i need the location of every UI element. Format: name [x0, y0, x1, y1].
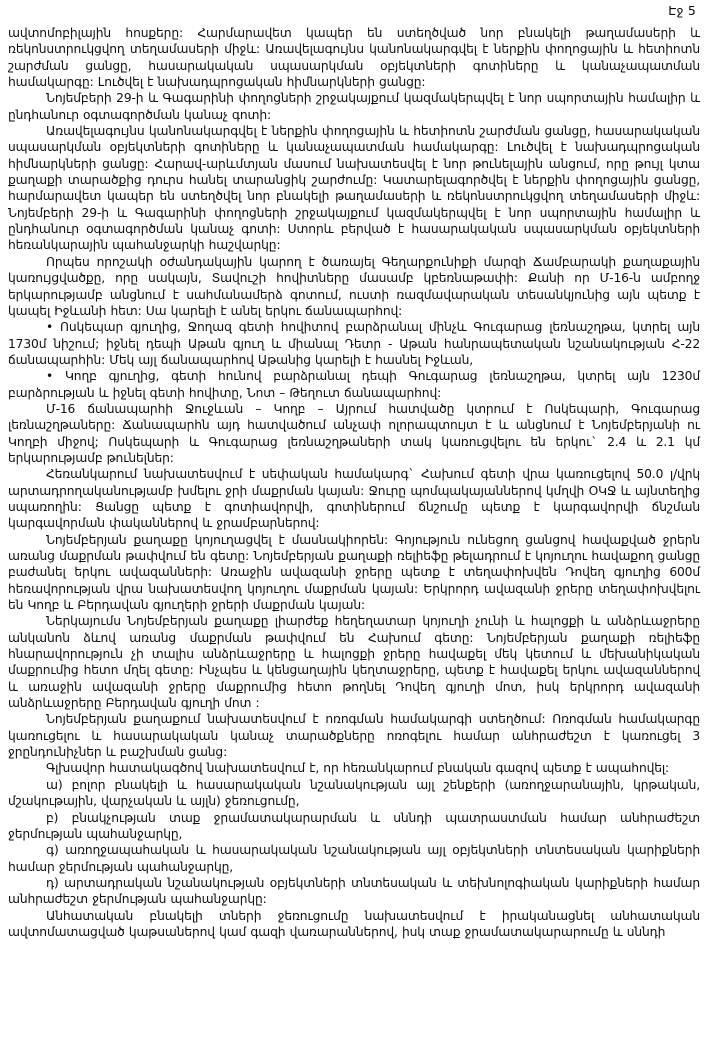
lettered-paragraph: ա) բոլոր բնակելի և հասարակական նշանակության այլ շենքերի (առողջարանային, կրթական, մշակութային, վարչական և այլն) ջեռուցումը,: [8, 777, 700, 809]
paragraph: Նոյեմբերյան քաղաքը կոյուղացվել է մասնակիորեն: Գոյություն ունեցող ցանցով հավաքված ջրերն առանց մաքրման թափվում են գետը: Նոյեմբերյան քաղաքի ռելիեֆը թելադրում է կոյուղու հավաքող ցանցը բաժանել երկու ավազանների: Առաջին ավազանի ջրերը պետք է տեղափոխվեն Դովեղ գյուղից 600մ հեռավորության վրա նախատեսվող կոյուղու մաքրման կայան: Երկրորդ ավազանի ջրերը տեղափոխվելու են Կողբ և Բերդավան գյուղերի ջրերի մաքրման կայան:: [8, 532, 700, 613]
paragraph: Առավելագույնս կանոնակարգվել է ներքին փողոցային և հետիոտն շարժման ցանցը, հասարակական սպասարկման օբյեկտների գոտիները և կանաչապատման համակարգը: Լուծվել է նախադպրոցական հիմնարկների ցանցը: Հարավ-արևմտյան մասում նախատեսվել է նոր թունելային անցում, որը թույլ կտա քաղաքի տարածքից դուրս հանել տարանցիկ շարժումը: Կատարելագործվել է ներքին փողոցային ցանցը, հարմարավետ կապեր են ստեղծվել նոր բնակելի թաղամասերի և ռեկոնստրուկցվող տեղամասերի միջև: Նոյեմբերի 29-ի և Գագարինի փողոցների շրջակայքում կազմակերպվել է նոր սպորտային համալիր և ընդհանուր օգտագործման կանաչ գոտի: Ստորև բերված է հասարակական սպասարկման օբյեկտների հեռանկարային պահանջարկի հաշվարկը:: [8, 124, 700, 253]
paragraph: Ներկայումս Նոյեմբերյան քաղաքը լիարժեք հեղեղատար կոյուղի չունի և հալոցքի և անձրևաջրերը անկանոն ձևով առանց մաքրման թափվում են Հախում գետը: Նոյեմբերյան քաղաքի ռելիեֆը հնարավորություն չի տալիս անձրևաջրերը և հալոցքի ջրերը հավաքել մեկ կետում և մեխանիկական մաքրումից հետո մղել գետը: Ինչպես և կենցաղային կեղտաջրերը, պետք է հավաքել երկու ավազաններով և առաջին ավազանի ջրերը մաքրումից հետո թողնել Դովեղ գյուղի մոտ, իսկ երկրորդ ավազանի անձրևաջրերը Բերդավան գյուղի մոտ :: [8, 614, 700, 711]
paragraph: Անհատական բնակելի տների ջեռուցումը նախատեսվում է իրականացնել անհատական ավտոմատացված կաթսաներով կամ գազի վառարաններով, իսկ տաք ջրամատակարարումը և սննդի: [8, 908, 700, 939]
page-number: Էջ 5: [668, 3, 696, 18]
lettered-paragraph: բ) բնակչության տաք ջրամատակարարման և սննդի պատրաստման համար անհրաժեշտ ջերմության պահանջարկը,: [8, 810, 700, 841]
paragraph: Նոյեմբերյան քաղաքում նախատեսվում է ոռոգման համակարգի ստեղծում: Ոռոգման համակարգը կառուցելու և հասարակական կանաչ տարածքները ոռոգելու համար անհրաժեշտ է կառուցել 3 ջրընդունիչներ և բաշխման ցանց:: [8, 712, 700, 760]
paragraph: Հեռանկարում նախատեսվում է սեփական համակարգ` Հախում գետի վրա կառուցելով 50.0 լ/վրկ արտադրողականությամբ խմելու ջրի մաքրման կայան: Ջուրը պոմպակայաններով կմղվի ՕԿՋ և այնտեղից սպառողին: Ցանցը պետք է գոտիավորվի, գոտիներում ճնշումը պետք է կարգավորվի ճնշման կարգավորման փականներով և ջրամբարներով:: [8, 467, 700, 531]
bullet-paragraph: • Կողբ գյուղից, գետի հունով բարձրանալ դեպի Գուգարաց լեռնաշղթա, կտրել այն 1230մ բարձրության և իջնել գետի հովիտը, Նոտ – Թեղուտ ճանապարհով:: [8, 369, 700, 400]
paragraph: Որպես որոշակի օժանդակային կարող է ծառայել Գեղարքունիքի մարզի Ճամբարակի քաղաքային կառույցվածքը, որը սակայն, Տավուշի հովիտները մասամբ կբեռնաթափի: Քանի որ Մ-16-ն ամբողջ երկարությամբ անցնում է սահմանամերձ գոտում, ուստի ռազմավարական տեսանկյունից այն պետք է կապել Իջևանի հետ: Սա կարելի է անել երկու ճանապարհով:: [8, 254, 700, 318]
paragraph: Գլխավոր հատակագծով նախատեսվում է, որ հեռանկարում բնական գազով պետք է ապահովել:: [46, 761, 670, 776]
lettered-paragraph: գ) առողջապահական և հասարակական նշանակության այլ օբյեկտների տնտեսական կարիքների համար ջերմության պահանջարկը,: [8, 843, 700, 874]
bullet-paragraph: • Ոսկեպար գյուղից, Ջողազ գետի հովիտով բարձրանալ մինչև Գուգարաց լեռնաշղթա, կտրել այն 1730մ նիշում; իջնել դեպի Աթան գյուղ և միանալ Դետր - Աթան հանրապետական նշանակության Հ-22 ճանապարհին: Մեկ այլ ճանապարհով Աթանից կարելի է հասնել Իջևան,: [8, 320, 700, 367]
document-body: [8, 25, 700, 940]
lettered-paragraph: դ) արտադրական նշանակության օբյեկտների տնտեսական և տեխնոլոգիական կարիքների համար անհրաժեշտ ջերմության պահանջարկը:: [8, 875, 700, 907]
paragraph: Մ-16 ճանապարհի Ջուջևան – Կողբ – Այրում հատվածը կտրում է Ոսկեպարի, Գուգարաց լեռնաշղթաները: Ճանապարհն այդ հատվածում անչափ ոլորապտույտ է և անցնում է Նոյեմբերյանի ու Կողբի միջով; Ոսկեպարի և Գուգարաց լեռնաշղթաների տակ կառուցվելու են երկու` 2.4 և 2.1 կմ երկարությամբ թունելներ:: [8, 401, 700, 465]
paragraph: Նոյեմբերի 29-ի և Գագարինի փողոցների շրջակայքում կազմակերպվել է նոր սպորտային համալիր և ընդհանուր օգտագործման կանաչ գոտի:: [8, 91, 700, 122]
paragraph: ավտոմոբիլային հոսքերը: Հարմարավետ կապեր են ստեղծված նոր բնակելի թաղամասերի և ռեկոնստրուկցվող տեղամասերի միջև: Առավելագույնս կանոնակարգվել է ներքին փողոցային և հետիոտն շարժման ցանցը, հասարակական սպասարկման օբյեկտների գոտիները և կանաչապատման համակարգը: Լուծվել է նախադպրոցական հիմնարկների ցանցը:: [8, 26, 700, 90]
